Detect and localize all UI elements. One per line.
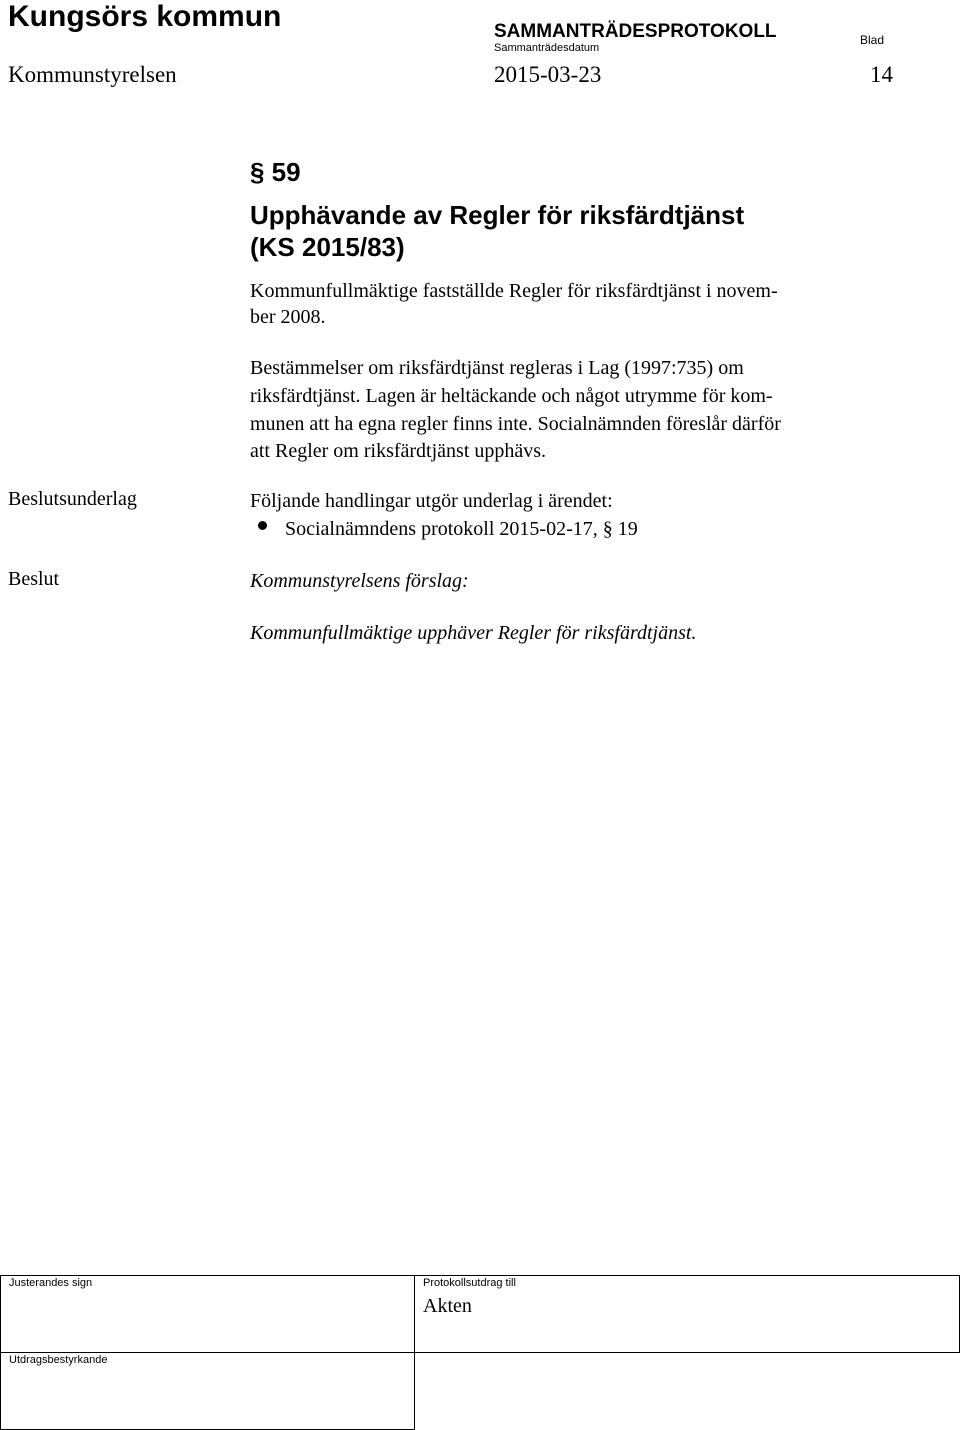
protokollsutdrag-value: Akten <box>423 1295 472 1317</box>
section-title-line-2: (KS 2015/83) <box>250 232 405 262</box>
beslut-text: Kommunfullmäktige upphäver Regler för riksfärdtjänst. <box>250 622 697 644</box>
signature-table <box>0 1275 960 1430</box>
justerandes-sign-cell <box>1 1276 415 1353</box>
page-number: 14 <box>870 62 893 87</box>
organization-name: Kungsörs kommun <box>8 0 282 33</box>
beslutsunderlag-item: Socialnämndens protokoll 2015-02-17, § 19 <box>285 518 638 540</box>
utdragsbestyrkande-label: Utdragsbestyrkande <box>9 1354 108 1366</box>
bullet-icon <box>258 521 267 530</box>
section-title-line-1: Upphävande av Regler för riksfärdtjänst <box>250 200 745 230</box>
meeting-date-label: Sammanträdesdatum <box>494 42 600 54</box>
beslutsunderlag-label: Beslutsunderlag <box>8 488 137 510</box>
paragraph-2-line-4: att Regler om riksfärdtjänst upphävs. <box>250 440 547 462</box>
beslut-label: Beslut <box>8 568 60 590</box>
paragraph-2-line-1: Bestämmelser om riksfärdtjänst regleras i Lag (1997:735) om <box>250 357 744 379</box>
justerandes-sign-label: Justerandes sign <box>9 1277 93 1289</box>
empty-cell <box>415 1353 960 1430</box>
section-number: § 59 <box>250 157 301 187</box>
paragraph-1-line-2: ber 2008. <box>250 306 326 328</box>
document-type: SAMMANTRÄDESPROTOKOLL <box>494 21 777 42</box>
paragraph-1-line-1: Kommunfullmäktige fastställde Regler för riksfärdtjänst i novem- <box>250 280 778 302</box>
beslutsunderlag-intro: Följande handlingar utgör underlag i ärendet: <box>250 490 613 512</box>
protokollsutdrag-cell <box>415 1276 960 1353</box>
paragraph-2-line-2: riksfärdtjänst. Lagen är heltäckande och något utrymme för kom- <box>250 385 773 407</box>
utdragsbestyrkande-cell <box>1 1353 415 1430</box>
protokollsutdrag-label: Protokollsutdrag till <box>423 1277 516 1289</box>
meeting-date: 2015-03-23 <box>494 62 602 87</box>
committee-name: Kommunstyrelsen <box>8 62 177 87</box>
beslut-heading: Kommunstyrelsens förslag: <box>250 570 469 592</box>
page-label: Blad <box>860 33 885 47</box>
paragraph-2-line-3: munen att ha egna regler finns inte. Socialnämnden föreslår därför <box>250 413 781 435</box>
